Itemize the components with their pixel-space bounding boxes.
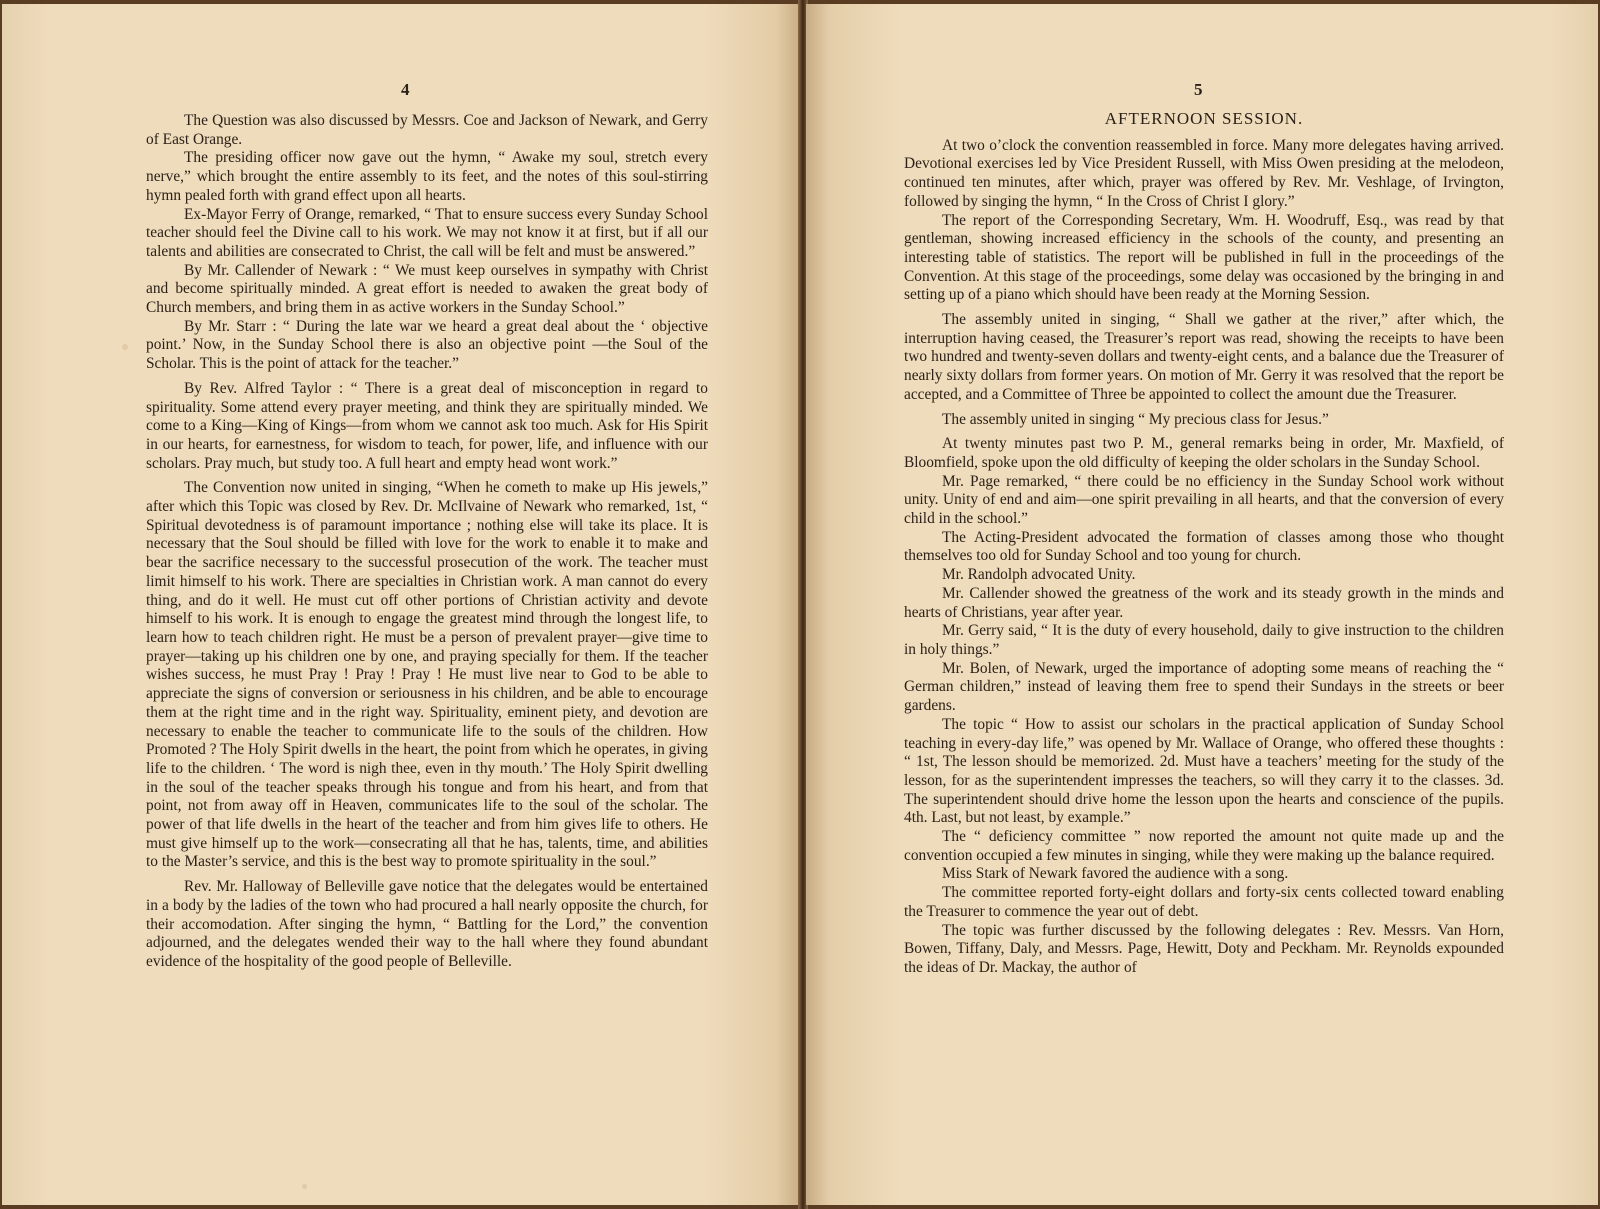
paragraph: The topic was further discussed by the following delegates : Rev. Messrs. Van Horn, Bowen, Tiffany, Daly, and Messrs. Page, Hewitt, Doty and Peckham. Mr. Reynolds expounded the ideas of Dr. Mackay, the author of (904, 921, 1504, 976)
paragraph: Ex-Mayor Ferry of Orange, remarked, “ That to ensure success every Sunday School teacher should feel the Divine call to his work. We may not know it at first, but if all our talents and abilities are consecrated to Christ, the call will be felt and must be answered.” (146, 205, 708, 260)
page-body (904, 110, 1504, 978)
paragraph: Mr. Bolen, of Newark, urged the importance of adopting some means of reaching the “ German children,” instead of leaving them free to spend their Sundays in the streets or beer gardens. (904, 659, 1504, 715)
right-page (806, 4, 1598, 1205)
paragraph: The report of the Corresponding Secretary, Wm. H. Woodruff, Esq., was read by that gentleman, showing increased efficiency in the schools of the county, and presenting an interesting table of statistics. The report will be published in full in the proceedings of the Convention. At this stage of the proceedings, some delay was occasioned by the bringing in and setting up of a piano which should have been ready at the Morning Session. (904, 211, 1504, 304)
paragraph: The Acting-President advocated the formation of classes among those who thought themselves too old for Sunday School and too young for church. (904, 528, 1504, 565)
page-number: 4 (401, 80, 410, 99)
paragraph: The assembly united in singing “ My precious class for Jesus.” (942, 410, 1329, 428)
paragraph: At twenty minutes past two P. M., general remarks being in order, Mr. Maxfield, of Bloomfield, spoke upon the old difficulty of keeping the older scholars in the Sunday School. (904, 435, 1504, 471)
foxing-spot (122, 344, 128, 350)
paragraph: The committee reported forty-eight dollars and forty-six cents collected toward enabling the Treasurer to commence the year out of debt. (904, 884, 1504, 920)
paragraph: The Question was also discussed by Messrs. Coe and Jackson of Newark, and Gerry of East Orange. (146, 112, 708, 148)
paragraph: The topic “ How to assist our scholars in the practical application of Sunday School teaching in every-day life,” was opened by Mr. Wallace of Orange, who offered these thoughts : “ 1st, The lesson should be memorized. 2d. Must have a teachers’ meeting for the study of the lesson, for as the superintendent impresses the teachers, so will they carry it to the classes. 3d. The superintendent should drive home the lesson upon the hearts and conscience of the pupils. 4th. Last, but not least, by example.” (904, 715, 1504, 827)
page-number: 5 (1194, 80, 1203, 99)
paragraph: By Rev. Alfred Taylor : “ There is a great deal of misconception in regard to spirituality. Some attend every prayer meeting, and think they are spiritually minded. We come to a King—King of Kings—from whom we cannot ask too much. Ask for His Spirit in our hearts, for earnestness, for wisdom to teach, for power, life, and influence with our scholars. Pray much, but study too. A full heart and empty head wont work.” (146, 379, 708, 472)
paragraph: The “ deficiency committee ” now reported the amount not quite made up and the convention occupied a few minutes in singing, while they were making up the balance required. (904, 828, 1504, 864)
left-page (2, 4, 800, 1205)
paragraph: At two o’clock the convention reassembled in force. Many more delegates having arrived. Devotional exercises led by Vice President Russell, with Miss Owen presiding at the melodeon, continued ten minutes, after which, prayer was offered by Rev. Mr. Veshlage, of Irvington, followed by singing the hymn, “ In the Cross of Christ I glory.” (904, 136, 1504, 210)
session-heading: AFTERNOON SESSION. (1104, 109, 1304, 128)
paragraph: By Mr. Callender of Newark : “ We must keep ourselves in sympathy with Christ and become spiritually minded. A great effort is needed to awaken the great body of Church members, and bring them in as active workers in the Sunday School.” (146, 261, 708, 317)
paragraph: Miss Stark of Newark favored the audience with a song. (942, 865, 1289, 883)
paragraph: Mr. Randolph advocated Unity. (942, 566, 1136, 584)
paragraph: Rev. Mr. Halloway of Belleville gave notice that the delegates would be entertained in a body by the ladies of the town who had procured a hall nearly opposite the church, for their accomodation. After singing the hymn, “ Battling for the Lord,” the convention adjourned, and the delegates wended their way to the hall where they found abundant evidence of the hospitality of the good people of Belleville. (146, 878, 708, 970)
paragraph: The presiding officer now gave out the hymn, “ Awake my soul, stretch every nerve,” which brought the entire assembly to its feet, and the notes of this soul-stirring hymn pealed forth with grand effect upon all hearts. (146, 149, 708, 204)
paragraph: Mr. Gerry said, “ It is the duty of every household, daily to give instruction to the children in holy things.” (904, 622, 1504, 658)
paragraph: The Convention now united in singing, “When he cometh to make up His jewels,” after which this Topic was closed by Rev. Dr. McIlvaine of Newark who remarked, 1st, “ Spiritual devotedness is of paramount importance ; nothing else will take its place. It is necessary that the Soul should be filled with love for the work to enable it to make and bear the sacrifice necessary to the successful prosecution of the work. The teacher must limit himself to his work. There are specialties in Christian work. A man cannot do every thing, and do it well. He must cut off other portions of Christian activity and devote himself to his work. It is enough to engage the greatest mind through the longest life, to learn how to teach children right. He must be a person of prevalent prayer—give time to prayer—taking up his children one by one, and praying specially for them. If the teacher wishes success, he must Pray ! Pray ! Pray ! He must live near to God to be able to appreciate the signs of conversion or seriousness in his children, and be able to encourage them at the right time and in the right way. Spirituality, eminent piety, and devotion are necessary to enable the teacher to communicate life to the souls of the children. How Promoted ? The Holy Spirit dwells in the heart, the point from which he operates, in giving life to the children. ‘ The word is nigh thee, even in thy mouth.’ The Holy Spirit dwelling in the soul of the teacher speaks through his tongue and from his heart, and from that point, not from away off in Heaven, communicates life to the soul of the scholar. The power of that life dwells in the heart of the teacher and from him gives life to others. He must give himself up to the work—consecrating all that he has, talents, time, and abilities to the Master’s service, and this is the best way to promote spirituality in the soul.” (146, 479, 708, 871)
paragraph: By Mr. Starr : “ During the late war we heard a great deal about the ‘ objective point.’ Now, in the Sunday School there is also an objective point —the Soul of the Scholar. This is the point of attack for the teacher.” (146, 317, 708, 373)
paragraph: The assembly united in singing, “ Shall we gather at the river,” after which, the interruption having ceased, the Treasurer’s report was read, showing the receipts to have been two hundred and twenty-seven dollars and twenty-eight cents, and a balance due the Treasurer of nearly sixty dollars from former years. On motion of Mr. Gerry it was resolved that the report be accepted, and a Committee of Three be appointed to collect the amount due the Treasurer. (904, 311, 1504, 403)
foxing-spot (302, 1184, 307, 1189)
paragraph: Mr. Callender showed the greatness of the work and its steady growth in the minds and hearts of Christians, year after year. (904, 584, 1504, 621)
paragraph: Mr. Page remarked, “ there could be no efficiency in the Sunday School work without unity. Unity of end and aim—one spirit prevailing in all hearts, and that the conversion of every child in the school.” (904, 472, 1504, 528)
page-body (146, 112, 708, 972)
